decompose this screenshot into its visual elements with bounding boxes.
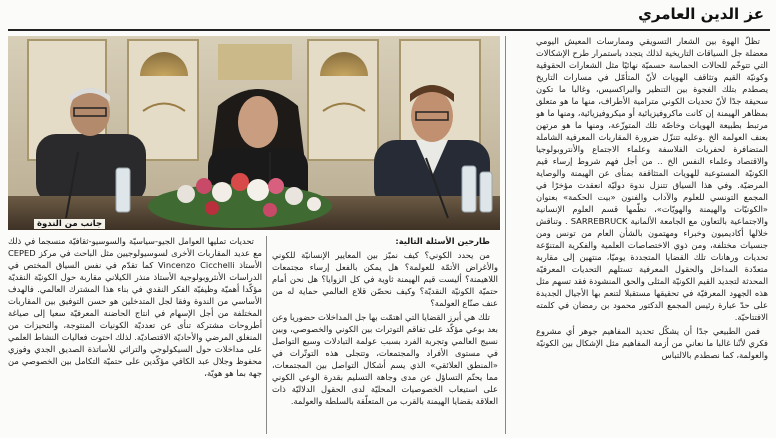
article-paragraph: فمن الطبيعي جدًا أن يشكّل تحديد المفاهيم جوهر أي مشروع فكري لأنّنا غالبا ما نعاني من أزمة المفاهيم مثل الإشكال بين الكونيّة والعولمة، كما نصطدم بالالتباس — [536, 326, 768, 360]
photo-caption: جانب من الندوة — [34, 219, 105, 229]
article-header — [8, 3, 770, 31]
author-byline: عز الدين العامري — [638, 5, 764, 23]
column-divider — [505, 36, 506, 434]
article-column-middle — [272, 235, 498, 435]
article-paragraph: تظلّ الهوة بين الشعار التسويقي وممارسات المعيش اليومي معضلة جل السياقات التاريخية لذلك يتجدد باستمرار طرح الإشكالات التي تتوخّم للحالات الحماسة حسميّة نهائيًا مثل الشعارات الحقوقية وكونيّة القيم وتثاقف الهويات لأنّ المتأمّل في مسارات التاريخ يصطدم بتلك الفجوة بين التنظير والبراكسيس، وغالبا ما تكون سحيقة جدًا لأنّ تحديات الكوني مترامية الأطراف، منها ما هو متعلق بمظاهر الهيمنة إن كانت ماكروفيزيائية أو ميكروفيزيائية، ومنها ما هو مرتبط بطبيعة الهويات وخاصّة تلك المتوزّعة، ومنها ما هو مرتهن بعنف العولمة الخ .وعليه تتنزّل ضرورة المقاربات المعرفية الشاملة المتضافرة لحفريات الفلاسفة وعلماء الاجتماع والأنتروبولوجيا والاقتصاد وعلماء النفس الخ .. من أجل فهم شروط إرساء قيم الكونيّة المستوعبة للهويات المتثاقفة بمنأى عن الهيمنة والوصاية المرضيّة. وفي هذا السياق تتنزل ندوة دوليّة انعقدت مؤخرًا في المجمع التونسي للعلوم والآداب والفنون «بيت الحكمة» بعنوان «الكونيّات والهيمنة والهويّات»، نظّمها قسم العلوم الإنسانية والاجتماعية بالتعاون مع الجامعة الألمانية SARREBRUCK . وتناقش خلالها أكاديميون وخبراء ومهتمون بالشأن العام من تونس ومن جنسيات مختلفة، ومن ذوي الاختصاصات العلمية والفكرية المتنوّعة تحديات ورهانات تلك القضايا المتجددة يوميّا، منتهين إلى مقاربة متعدّدة المداخل والحقول المعرفية تستلهم التحديات المعرفيّة المحدثة لتجديد القيم الكونيّة المثلى والحق المنشودة فقد تسهم مثل هذه الجهود المعرفيّة في تحقيقها مستقبلا لتنعم بها الأجيال الجديدة على حدّ عبارة رئيس المجمع الدكتور محمود بن رمضان في كلمته الافتتاحيّة. — [536, 36, 768, 322]
article-column-right — [536, 35, 768, 435]
article-paragraph: طارحين الأسئلة التالية: — [395, 236, 490, 246]
article-paragraph: تلك هي أبرز القضايا التي اهتمّت بها جل المداخلات حضوريا وعن بعد بوعي مؤكّد على تفاقم التوترات بين الكوني والخصوصي، وبين نسيج العالمي وتجربة الفرد بسبب عولمة التبادلات وسيع التواصل في مستوى الأفراد والمجتمعات، وتتجلى هذه التوتّرات في «المنطق العلائقي» الذي يسم أشكال التواصل بين المجتمعات، مما يحتّم التساؤل عن مدى وجاهة التسليم بقدرة الوعي الكوني على استيعاب الخصوصيات المحليّة لدى الحقول الدلاليّة ذات العلاقة بقضايا الهيمنة بالقرب من المتعلّقة بالسلطة والعولمة. — [272, 312, 498, 406]
article-column-left — [8, 235, 262, 435]
event-photo — [8, 36, 500, 230]
photo-illustration — [8, 36, 500, 230]
column-divider — [266, 236, 267, 434]
article-paragraph: تحديات تمليها العوامل الجيو-سياسيّة والسوسيو-ثقافيّة منسجما في ذلك مع عديد المقاربات الأخرى لسوسيولوجيين مثل الباحث في مركز CEPED الأستاذ Vincenzo Cicchelli كما تقدّم في نفس السياق المختص في الدراسات الأنثروبولوجية الأستاذ منذر الكيلاني مقاربة حول الكونيّة النقديّة مؤكّدا أهميّة وظيفيّة الفكر النقدي في بناء هذا المشترك العالمي. فالهدف الأساسي من الندوة وفقا لجل المتدخلين هو حسن التوفيق بين المقاربات المختلفة من أجل الإسهام في انتاج الحاضنة المعرفيّة سعيا إلى صياغة أطروحات مشتركة تنأى عن تعدديّة الكونيات المنتوجة، والتحيزات من المنغلق المرضي والأحاديّة الاقتصاديّة. لذلك احتوت فعاليات النشاط العلمي على مداخلات حول السيكولوجي والتراثي للأساتذة الصديق الجدي وفوزي محفوظ وجلال عبد الكافي مؤكّدين على حتميّة التكامل بين الخصوصي من جهة بما هو هويّة، — [8, 236, 262, 378]
article-paragraph: من يحدد الكوني؟ كيف نميّز بين المعايير الإنسانيّة للكوني والأغراض الأتمّة للعولمة؟ هل يمكن بالفعل إرساء مجتمعات اللاهيمنة؟ أليست قيم الهيمنة ثاوية في كل الزوايا؟ هل نحن أمام حتميّة الكونيّة النقديّة؟ وكيف نحصّن قلاع العالمي حماية له من عنف صنّاع العولمة؟ — [272, 250, 498, 308]
